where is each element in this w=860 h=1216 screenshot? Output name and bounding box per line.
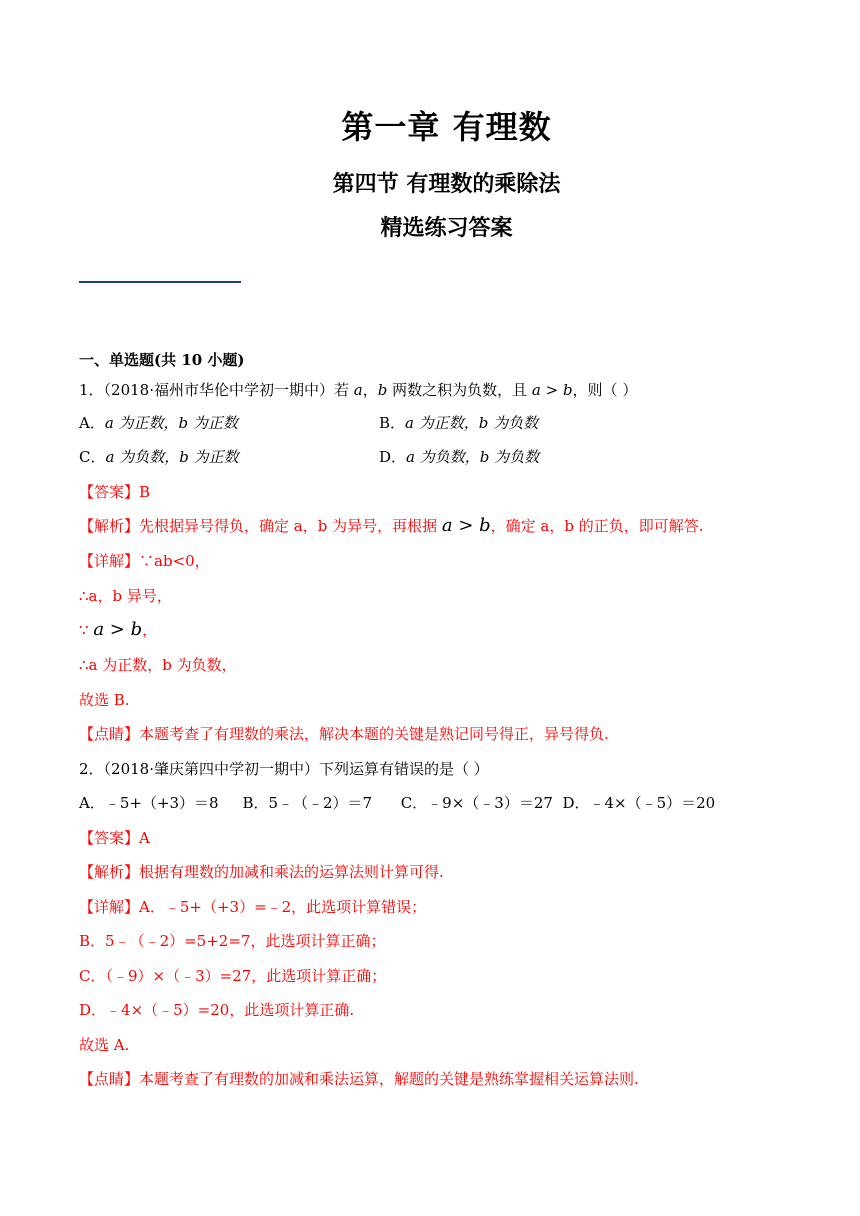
q1-detail-3-pre: ∵ [79, 621, 94, 639]
q1-option-a: A．a 为正数，b 为正数 [79, 414, 238, 432]
q1-stem-pre: 1．（2018·福州市华伦中学初一期中）若 [79, 381, 354, 399]
q2-answer-value: A [139, 829, 150, 847]
q2-options: A．﹣5+（+3）＝8 B．5﹣（﹣2）＝7 C．﹣9×（﹣3）＝27 D．﹣4×（﹣5）＝20 [79, 794, 716, 812]
q1-detail-3 [79, 620, 157, 640]
q2-stem: 2．（2018·肇庆第四中学初一期中）下列运算有错误的是（ ） [79, 760, 489, 778]
q1-option-d: D．a 为负数，b 为负数 [379, 448, 540, 466]
q2-detail-4: D．﹣4×（﹣5）=20，此选项计算正确. [79, 1001, 355, 1019]
q1-condition: a > b [531, 381, 573, 399]
q1-option-b: B．a 为正数，b 为负数 [379, 414, 539, 432]
q2-detail-3: C．（﹣9）×（﹣3）=27，此选项计算正确； [79, 967, 387, 985]
q2-analysis-text: 根据有理数的加减和乘法的运算法则计算可得. [139, 863, 444, 881]
q2-choice: 故选 A. [79, 1036, 130, 1054]
q1-answer-tag: 【答案】 [79, 483, 140, 501]
q1-detail-1 [79, 551, 210, 571]
q1-sep: ， [362, 381, 378, 399]
q2-detail-2: B．5﹣（﹣2）=5+2=7，此选项计算正确； [79, 932, 386, 950]
q1-stem-post: ，则（ ） [572, 381, 638, 399]
q1-comment-tag: 【点睛】 [79, 725, 140, 743]
q2-comment-text: 本题考查了有理数的加减和乘法运算，解题的关键是熟练掌握相关运算法则. [139, 1070, 639, 1088]
q1-detail-3-post: ， [142, 621, 158, 639]
q1-stem-mid: 两数之积为负数，且 [387, 381, 532, 399]
q2-analysis [79, 862, 444, 882]
q1-analysis [79, 516, 704, 536]
q2-answer [79, 828, 150, 848]
q1-detail-3-condition: a > b [93, 619, 143, 640]
q1-analysis-pre: 先根据异号得负，确定 a，b 为异号，再根据 [139, 517, 442, 535]
q2-analysis-tag: 【解析】 [79, 863, 140, 881]
section-title: 第四节 有理数的乘除法 [332, 172, 561, 197]
q1-detail-tag: 【详解】 [79, 552, 140, 570]
section-heading: 一、单选题(共 10 小题) [79, 351, 245, 369]
divider-line [79, 281, 241, 283]
subtitle: 精选练习答案 [380, 216, 513, 241]
q1-stem [79, 380, 637, 400]
q1-choice: 故选 B. [79, 691, 130, 709]
q1-option-c: C．a 为负数，b 为正数 [79, 448, 239, 466]
q2-answer-tag: 【答案】 [79, 829, 140, 847]
q2-comment [79, 1069, 639, 1089]
q2-comment-tag: 【点睛】 [79, 1070, 140, 1088]
q1-options-row2 [79, 447, 779, 467]
q1-detail-1-text: ∵ab<0， [139, 552, 210, 570]
q2-detail-tag: 【详解】 [79, 898, 140, 916]
q1-answer-value: B [139, 483, 151, 501]
q1-detail-2: ∴a，b 异号， [79, 587, 172, 605]
q2-detail-1 [79, 897, 426, 917]
q1-var-a: a [353, 381, 363, 399]
q1-analysis-condition: a > b [441, 515, 491, 536]
q1-options-row1 [79, 413, 779, 433]
q1-analysis-post: ，确定 a，b 的正负，即可解答. [490, 517, 704, 535]
q1-detail-4: ∴a 为正数，b 为负数， [79, 656, 237, 674]
chapter-title: 第一章 有理数 [341, 108, 552, 146]
q1-answer [79, 482, 150, 502]
q1-comment-text: 本题考查了有理数的乘法，解决本题的关键是熟记同号得正，异号得负. [139, 725, 609, 743]
q1-analysis-tag: 【解析】 [79, 517, 140, 535]
q1-var-b: b [377, 381, 388, 399]
q2-detail-1-text: A．﹣5+（+3）=﹣2，此选项计算错误； [139, 898, 427, 916]
q1-comment [79, 724, 609, 744]
